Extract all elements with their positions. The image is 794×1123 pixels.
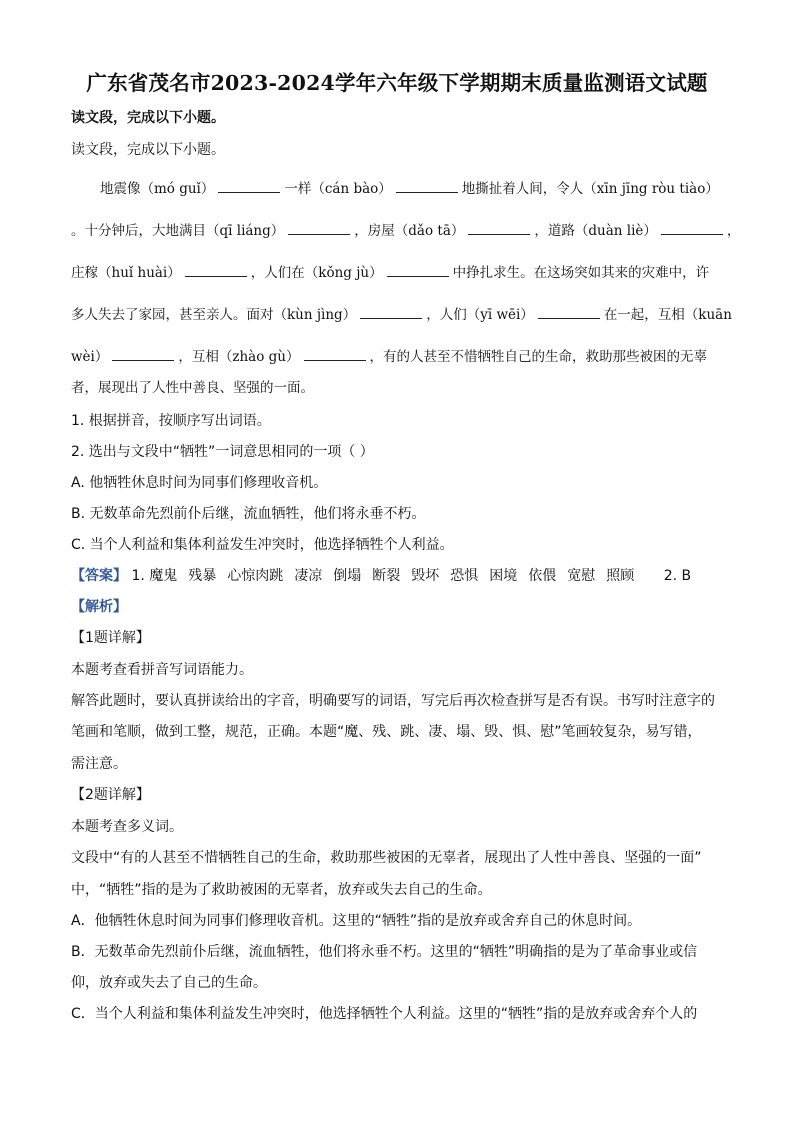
answer-q1-prefix: 1. [131,568,145,584]
detail-2-para-1: 本题考查多义词。 [71,819,183,835]
passage-line-1: 地震像（mó guǐ） 一样（cán bào） 地撕扯着人间，令人（xīn jīng ròu tiào） [100,178,719,199]
answer-blank[interactable] [112,346,174,361]
option-c: C. 当个人利益和集体利益发生冲突时，他选择牺牲个人利益。 [71,537,454,553]
option-b: B. 无数革命先烈前仆后继，流血牺牲，他们将永垂不朽。 [71,506,426,522]
detail-2-option-b-1: B．无数革命先烈前仆后继，流血牺牲，他们将永垂不朽。这里的“牺牲”明确指的是为了革命事业或信 [71,944,698,960]
answer-blank[interactable] [185,262,247,277]
passage-line-5: wèi） ，互相（zhào gù） ，有的人甚至不惜牺牲自己的生命，救助那些被困的无辜 [71,346,707,367]
detail-2-option-a: A．他牺牲休息时间为同事们修理收音机。这里的“牺牲”指的是放弃或舍弃自己的休息时间。 [71,913,642,929]
answer-words: 魔鬼 残暴 心惊肉跳 凄凉 倒塌 断裂 毁坏 恐惧 困境 依偎 宽慰 照顾 [149,568,635,584]
detail-2-option-b-2: 仰，放弃或失去了自己的生命。 [71,975,267,991]
answer-blank[interactable] [218,178,280,193]
detail-2-para-2a: 文段中“有的人甚至不惜牺牲自己的生命，救助那些被困的无辜者，展现出了人性中善良、坚强的一面” [71,850,702,866]
passage-line-6: 者，展现出了人性中善良、坚强的一面。 [71,380,314,396]
passage-line-2: 。十分钟后，大地满目（qī liáng） ，房屋（dǎo tā） ，道路（duàn liè） ， [71,220,740,241]
section-heading: 读文段，完成以下小题。 [71,110,225,126]
answer-q2: 2. B [663,568,692,584]
detail-2-label: 【2题详解】 [71,787,150,803]
answer-blank[interactable] [304,346,366,361]
answer-label: 【答案】 [71,568,127,584]
detail-1-para-2b: 笔画和笔顺，做到工整，规范，正确。本题“魔、残、跳、凄、塌、毁、惧、慰”笔画较复杂，易写错， [71,724,702,740]
instruction: 读文段，完成以下小题。 [71,142,225,158]
question-1: 1. 根据拼音，按顺序写出词语。 [71,413,271,429]
passage-line-4: 多人失去了家园，甚至亲人。面对（kùn jìng） ，人们（yī wēi） 在一起，互相（kuān [71,304,732,325]
detail-1-label: 【1题详解】 [71,630,150,646]
detail-1-para-1: 本题考查看拼音写词语能力。 [71,662,253,678]
answer-blank[interactable] [288,220,350,235]
answer-blank[interactable] [387,262,449,277]
detail-1-para-2a: 解答此题时，要认真拼读给出的字音，明确要写的词语，写完后再次检查拼写是否有误。书写时注意字的 [71,693,715,709]
answer-blank[interactable] [396,178,458,193]
answer-blank[interactable] [468,220,530,235]
detail-2-option-c: C．当个人利益和集体利益发生冲突时，他选择牺牲个人利益。这里的“牺牲”指的是放弃或舍弃个人的 [71,1006,698,1022]
answer-blank[interactable] [360,304,422,319]
page-title: 广东省茂名市2023-2024学年六年级下学期期末质量监测语文试题 [86,71,708,95]
question-2: 2. 选出与文段中“牺牲”一词意思相同的一项（ ） [71,444,374,460]
detail-2-para-2b: 中，“牺牲”指的是为了救助被困的无辜者，放弃或失去自己的生命。 [71,882,492,898]
option-a: A. 他牺牲休息时间为同事们修理收音机。 [71,475,328,491]
answer-blank[interactable] [538,304,600,319]
detail-1-para-2c: 需注意。 [71,756,127,772]
answer-line [71,566,691,586]
analysis-label: 【解析】 [71,599,127,615]
answer-blank[interactable] [661,220,723,235]
passage-line-3: 庄稼（huǐ huài） ，人们在（kǒng jù） 中挣扎求生。在这场突如其来的灾难中，许 [71,262,709,283]
